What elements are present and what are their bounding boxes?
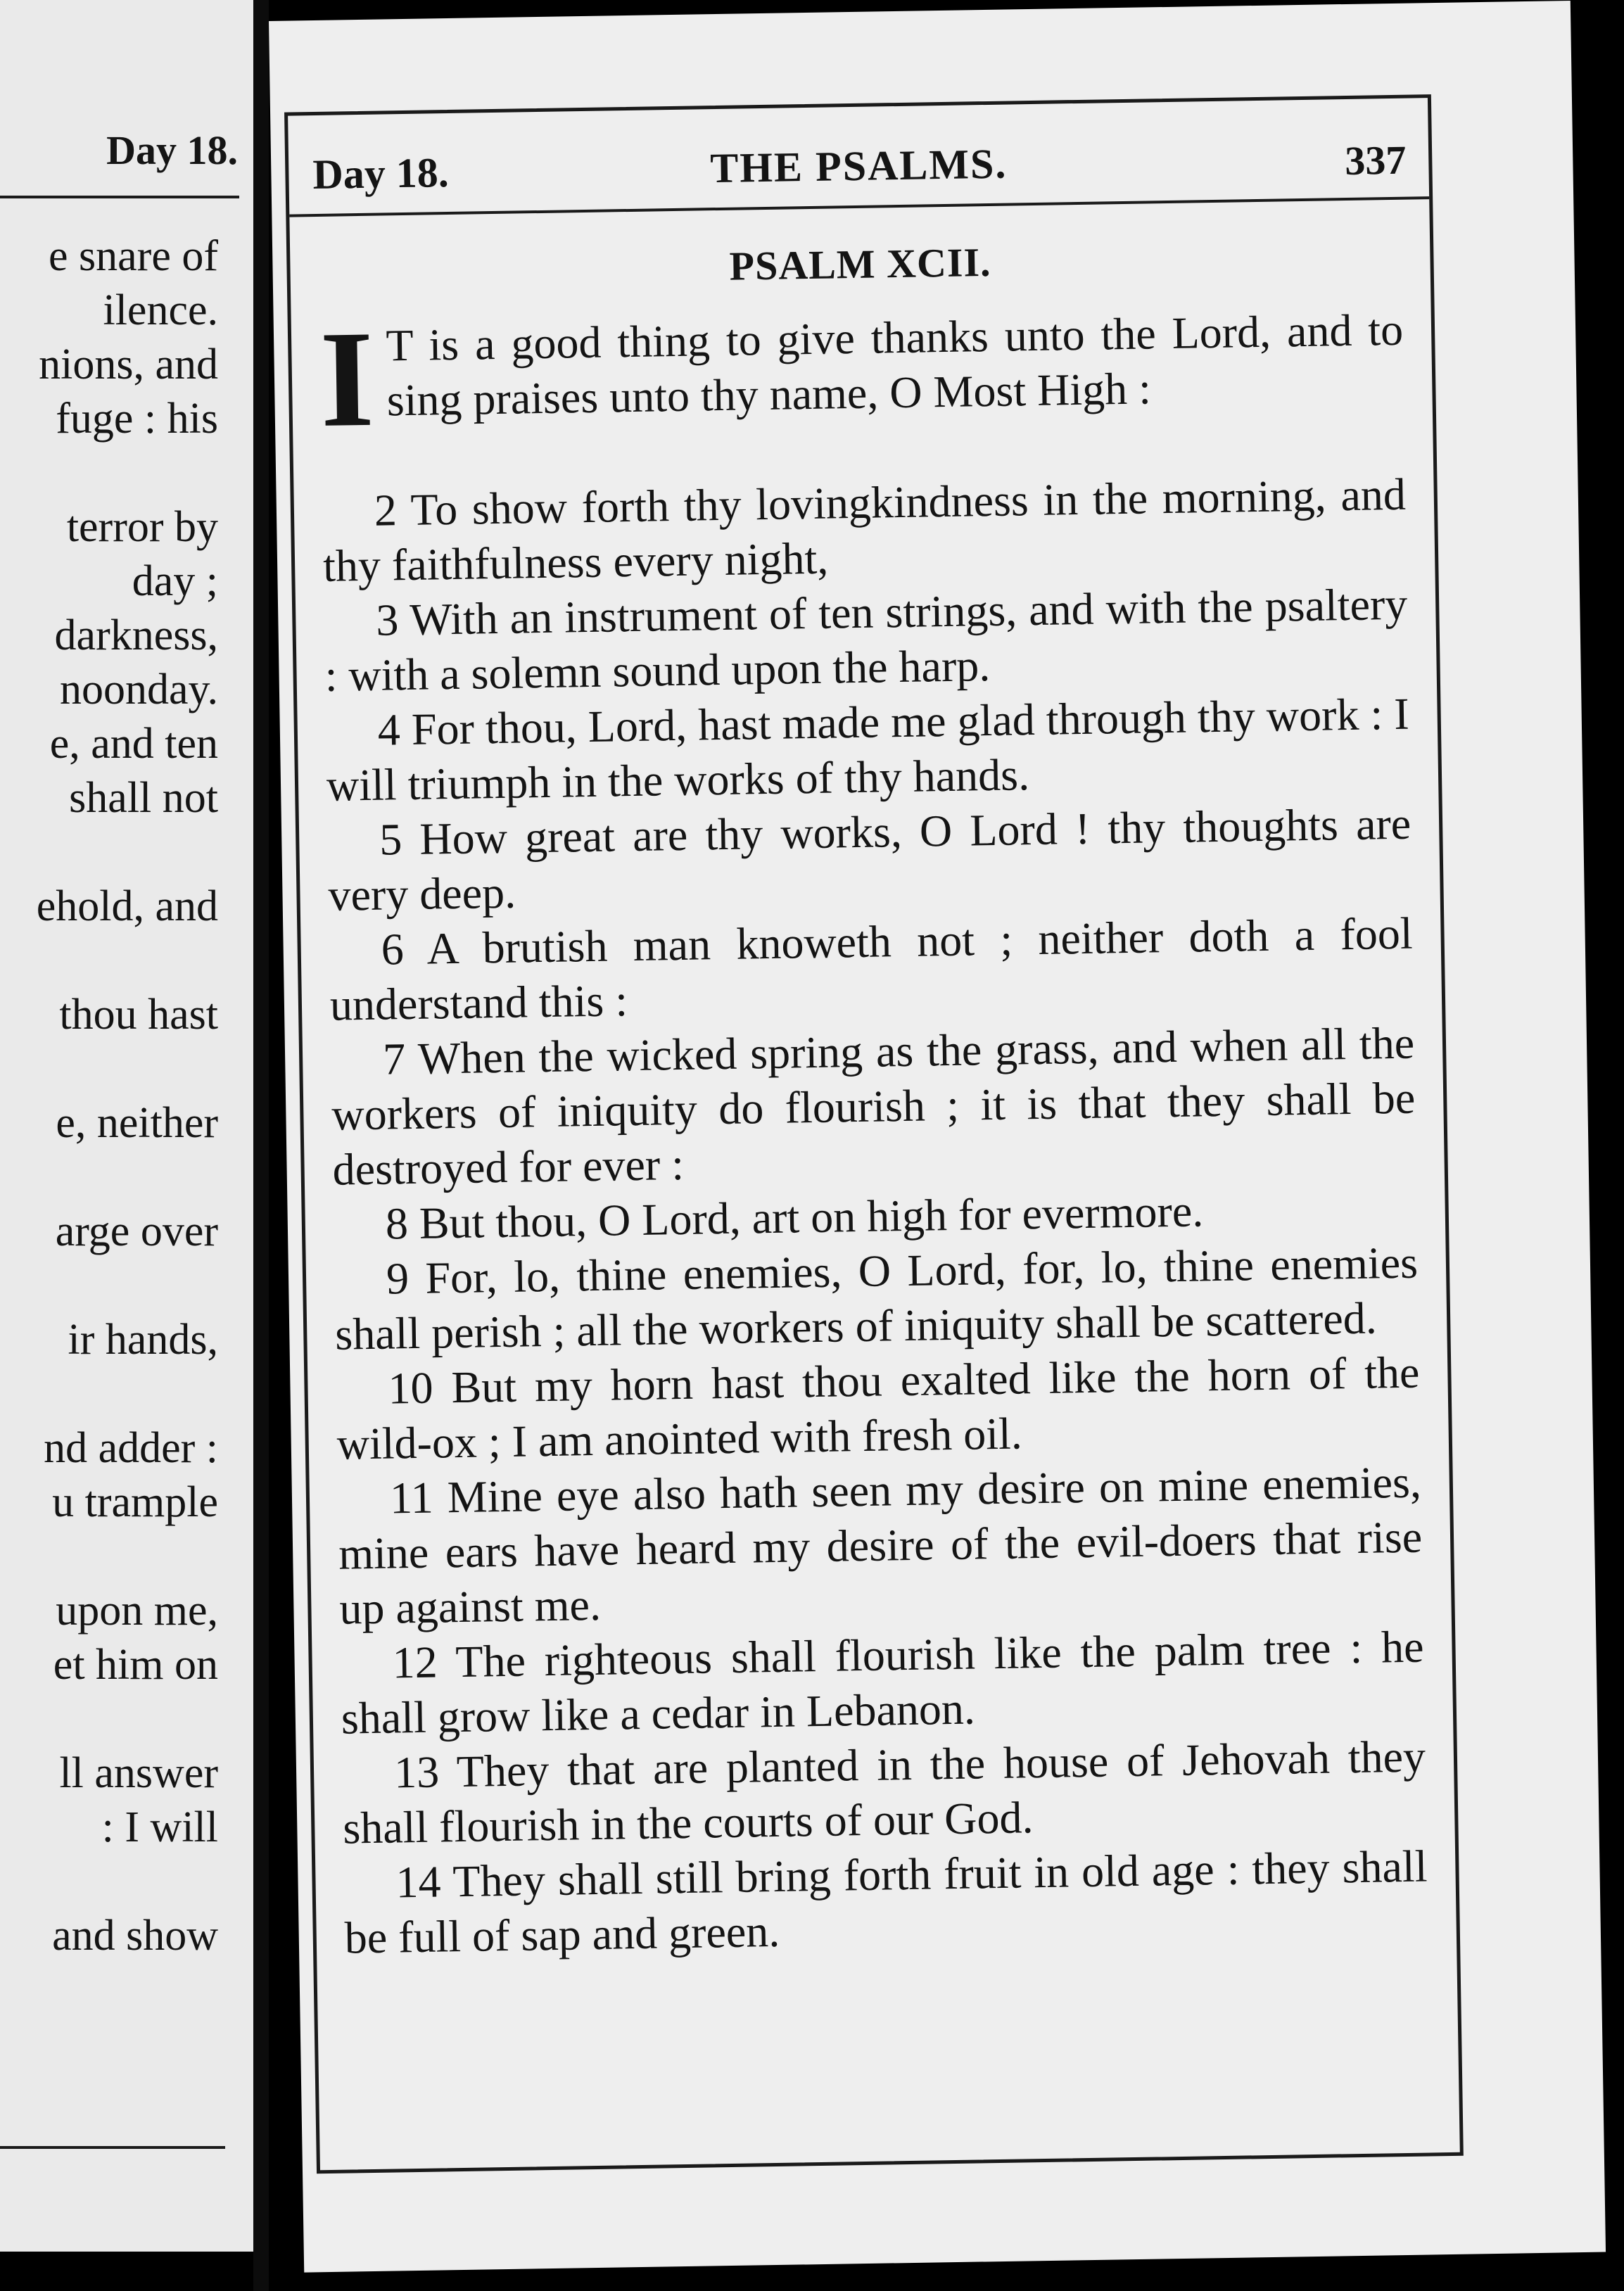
verse-1 xyxy=(319,303,1405,484)
left-line: ilence. xyxy=(103,286,218,334)
book-spine xyxy=(253,0,269,2291)
left-line xyxy=(0,1259,218,1313)
verse-10: 10 But my horn hast thou exalted like the horn of the wild-ox ; I am anointed with fresh oil. xyxy=(336,1347,1420,1469)
left-line xyxy=(0,446,218,500)
left-line: : I will xyxy=(101,1803,218,1851)
left-line: upon me, xyxy=(56,1587,218,1635)
psalm-body xyxy=(319,303,1429,1966)
left-line: e, neither xyxy=(56,1099,218,1147)
verse-4: 4 For thou, Lord, hast made me glad through thy work : I will triumph in the works of thy hands. xyxy=(326,688,1410,811)
left-line xyxy=(0,825,218,880)
left-line xyxy=(0,1042,218,1096)
verse-14: 14 They shall still bring forth fruit in old age : they shall be full of sap and green. xyxy=(344,1841,1428,1963)
left-line: thou hast xyxy=(59,991,218,1039)
left-line: terror by xyxy=(66,503,218,551)
running-header-day: Day 18. xyxy=(312,149,450,198)
header-rule xyxy=(289,196,1429,217)
left-header-rule xyxy=(0,196,239,198)
left-line: fuge : his xyxy=(56,395,218,443)
left-line: ll answer xyxy=(59,1749,218,1797)
left-line: e snare of xyxy=(49,232,218,280)
left-line: day ; xyxy=(132,557,218,605)
left-line: nions, and xyxy=(39,341,218,388)
left-line: and show xyxy=(52,1912,218,1960)
left-line xyxy=(0,1150,218,1205)
verse-7: 7 When the wicked spring as the grass, and when all the workers of iniquity do flourish ; it is that they shall be destroyed for ever : xyxy=(331,1017,1416,1195)
verse-13: 13 They that are planted in the house of Jehovah they shall flourish in the courts of our God. xyxy=(342,1731,1426,1853)
left-line xyxy=(0,934,218,988)
verse-text: T is a good thing to give thanks unto the Lord, and to sing praises unto thy name, O Most High : xyxy=(385,304,1404,426)
verse-8: 8 But thou, O Lord, art on high for evermore. xyxy=(385,1186,1204,1249)
left-line: nd adder : xyxy=(44,1424,218,1472)
left-line: et him on xyxy=(53,1641,218,1689)
left-footer-rule xyxy=(0,2146,225,2149)
verse-11: 11 Mine eye also hath seen my desire on mine enemies, mine ears have heard my desire of the evil-doers that rise up against me. xyxy=(338,1457,1423,1634)
left-line: shall not xyxy=(69,774,218,822)
left-line xyxy=(0,1367,218,1421)
verse-9: 9 For, lo, thine enemies, O Lord, for, lo, thine enemies shall perish ; all the workers of iniquity shall be scattered. xyxy=(334,1237,1419,1359)
verse-6: 6 A brutish man knoweth not ; neither doth a fool understand this : xyxy=(329,908,1414,1030)
left-line: e, and ten xyxy=(49,720,218,768)
page-frame xyxy=(284,94,1464,2173)
left-line: ehold, and xyxy=(36,882,218,930)
left-page-lines xyxy=(0,229,218,1963)
left-line xyxy=(0,1692,218,1746)
right-page xyxy=(269,1,1606,2273)
verse-12: 12 The righteous shall flourish like the palm tree : he shall grow like a cedar in Lebanon. xyxy=(341,1621,1425,1744)
verse-5: 5 How great are thy works, O Lord ! thy thoughts are very deep. xyxy=(327,798,1412,920)
left-page-header: Day 18. xyxy=(106,127,238,173)
drop-cap: I xyxy=(319,302,375,456)
left-line: ir hands, xyxy=(68,1316,218,1364)
left-line: noonday. xyxy=(60,666,218,713)
verse-2: 2 To show forth thy lovingkindness in the morning, and thy faithfulness every night, xyxy=(322,469,1407,591)
psalm-title: PSALM XCII. xyxy=(729,239,991,289)
page-number: 337 xyxy=(1344,137,1407,184)
left-line xyxy=(0,1530,218,1584)
left-line: darkness, xyxy=(54,611,218,659)
left-line: u trample xyxy=(52,1478,218,1526)
left-line: arge over xyxy=(55,1207,218,1255)
verse-3: 3 With an instrument of ten strings, and with the psaltery : with a solemn sound upon the harp. xyxy=(324,578,1408,701)
left-page xyxy=(0,0,253,2252)
left-line xyxy=(0,1855,218,1909)
running-header-title: THE PSALMS. xyxy=(709,140,1008,192)
